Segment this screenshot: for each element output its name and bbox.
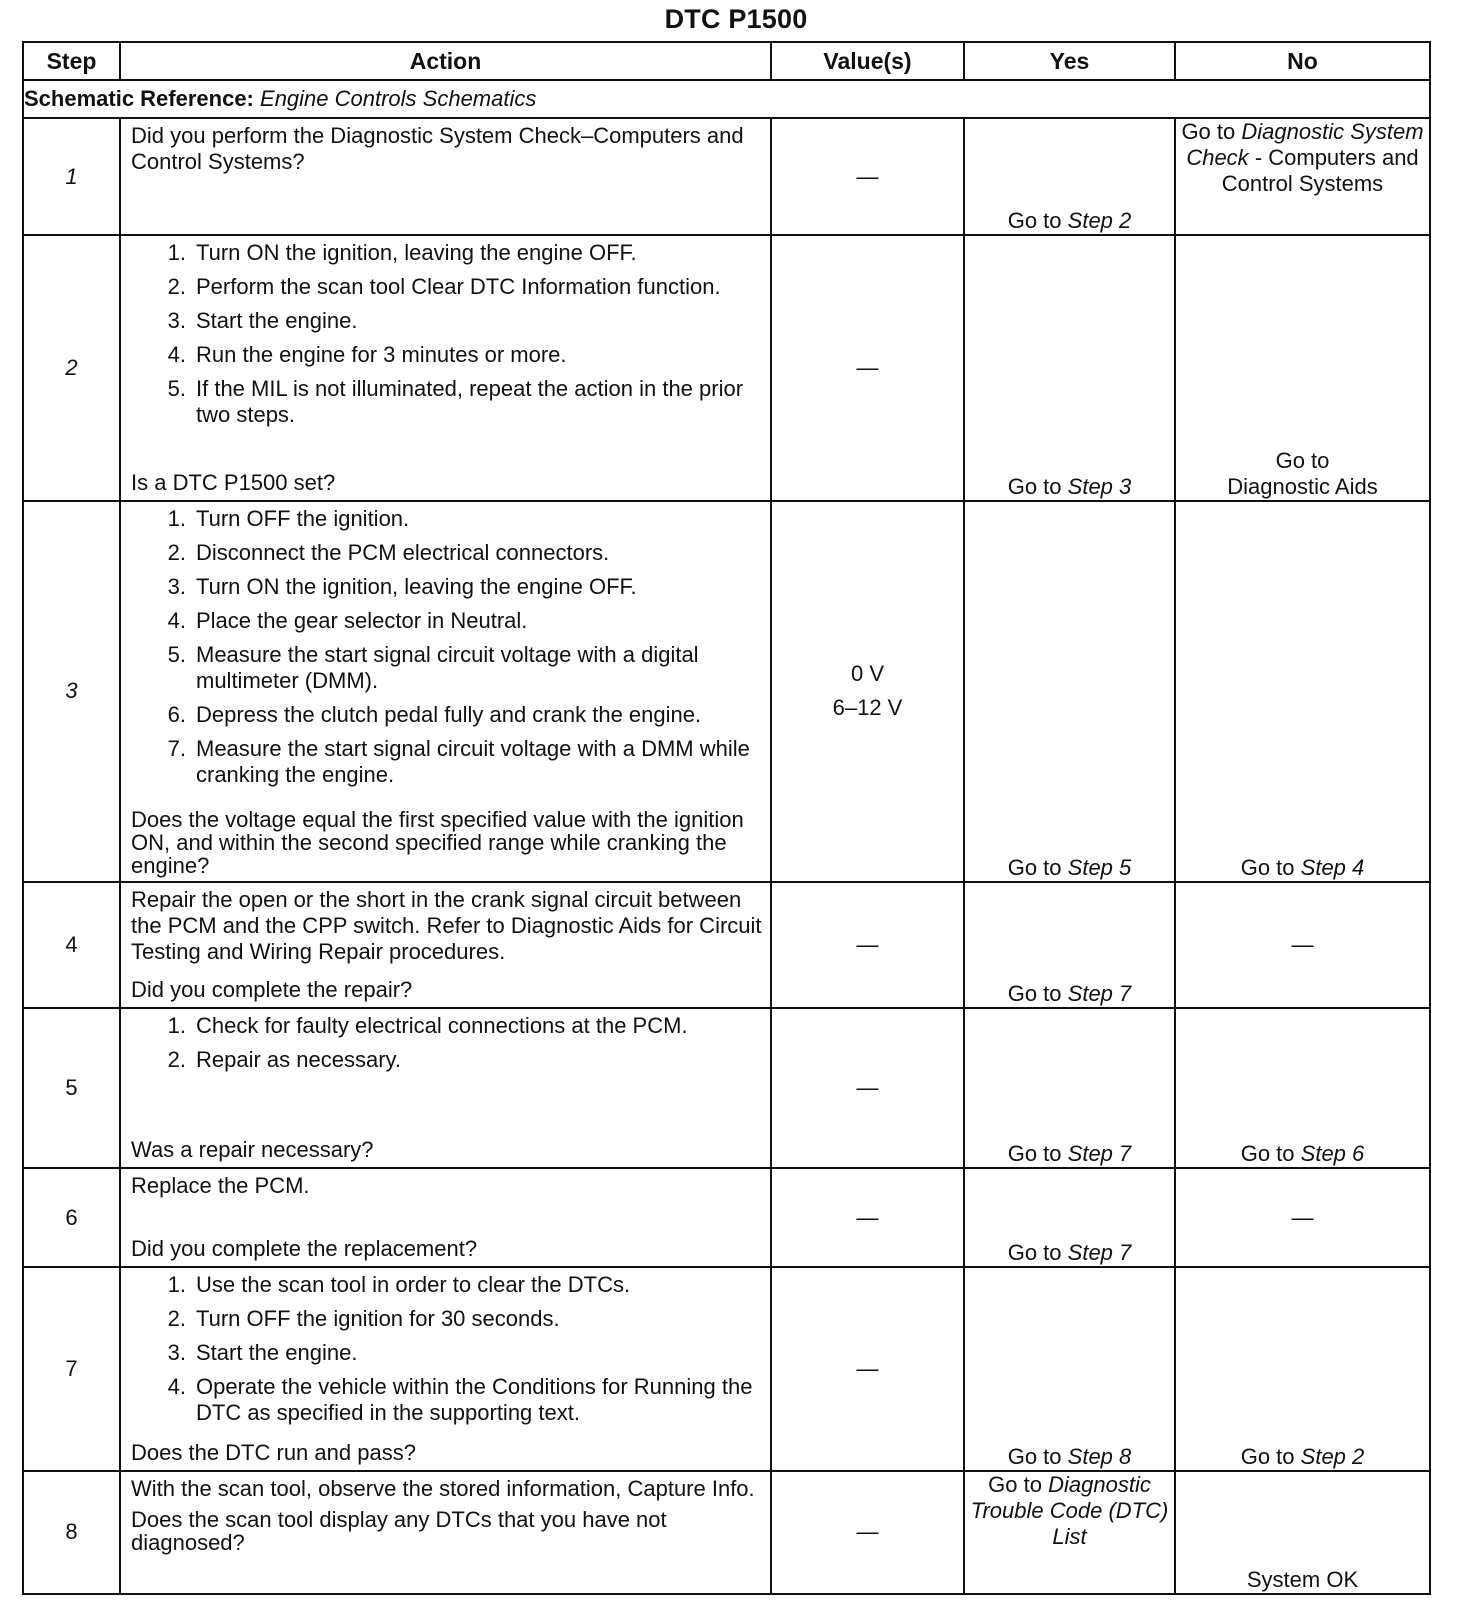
step-number: 7 — [23, 1267, 120, 1471]
value-cell: — — [771, 1168, 964, 1267]
schematic-reference — [23, 80, 1430, 118]
header-no: No — [1175, 42, 1430, 80]
header-step: Step — [23, 42, 120, 80]
action-text: Repair the open or the short in the crank signal circuit between the PCM and the CPP switch. Refer to Diagnostic Aids for Circuit Testing and Wiring Repair procedures. — [131, 887, 762, 965]
action-steps — [131, 1272, 762, 1434]
action-cell — [120, 235, 771, 500]
action-cell — [120, 1267, 771, 1471]
no-cell: System OK — [1175, 1471, 1430, 1594]
diagnostic-table — [22, 41, 1431, 1595]
schematic-link[interactable]: Engine Controls Schematics — [260, 86, 537, 112]
list-item: 7. Measure the start signal circuit voltage with a DMM while cranking the engine. — [167, 735, 750, 787]
list-item: 2. Disconnect the PCM electrical connectors. — [167, 539, 610, 565]
step-number: 2 — [23, 235, 120, 500]
action-question: Did you complete the replacement? — [131, 1235, 478, 1261]
list-item: 2. Repair as necessary. — [167, 1046, 402, 1072]
step-number: 6 — [23, 1168, 120, 1267]
action-cell — [120, 1168, 771, 1267]
action-question: Does the scan tool display any DTCs that you have not diagnosed? — [131, 1506, 667, 1555]
yes-cell[interactable]: Go to Step 8 — [964, 1267, 1175, 1471]
list-item: 1. Use the scan tool in order to clear the DTCs. — [167, 1271, 631, 1297]
action-text: Did you perform the Diagnostic System Check–Computers and Control Systems? — [131, 123, 744, 175]
list-item: 4. Place the gear selector in Neutral. — [167, 607, 528, 633]
no-cell[interactable]: Go to Step 6 — [1175, 1008, 1430, 1168]
value-cell: — — [771, 1471, 964, 1594]
yes-cell[interactable]: Go to Step 3 — [964, 235, 1175, 500]
action-question: Is a DTC P1500 set? — [131, 469, 336, 495]
value-cell: — — [771, 1008, 964, 1168]
header-values: Value(s) — [771, 42, 964, 80]
no-cell: — — [1175, 1168, 1430, 1267]
action-cell — [120, 882, 771, 1007]
list-item: 1. Check for faulty electrical connections at the PCM. — [167, 1012, 688, 1038]
value-cell: — — [771, 235, 964, 500]
step-number: 5 — [23, 1008, 120, 1168]
no-cell: — — [1175, 882, 1430, 1007]
list-item: 1. Turn ON the ignition, leaving the engine OFF. — [167, 240, 637, 266]
action-steps — [131, 1013, 762, 1081]
value-cell: — — [771, 118, 964, 235]
no-cell[interactable]: Go to Diagnostic Aids — [1175, 235, 1430, 500]
schematic-row — [23, 80, 1430, 118]
list-item: 3. Turn ON the ignition, leaving the engine OFF. — [167, 573, 637, 599]
step-number: 3 — [23, 501, 120, 883]
list-item: 1. Turn OFF the ignition. — [167, 505, 410, 531]
list-item: 6. Depress the clutch pedal fully and crank the engine. — [167, 701, 702, 727]
value-ignition-on: 0 V — [850, 661, 885, 687]
table-row — [23, 235, 1430, 500]
action-question: Does the voltage equal the first specified value with the ignition ON, and within the second specified range while cranking the engine? — [131, 807, 744, 879]
action-cell — [120, 118, 771, 235]
action-cell — [120, 1008, 771, 1168]
list-item: 5. If the MIL is not illuminated, repeat the action in the prior two steps. — [167, 376, 744, 428]
list-item: 3. Start the engine. — [167, 1339, 358, 1365]
list-item: 2. Perform the scan tool Clear DTC Information function. — [167, 274, 721, 300]
action-steps — [131, 240, 762, 436]
step-number: 8 — [23, 1471, 120, 1594]
list-item: 4. Run the engine for 3 minutes or more. — [167, 342, 567, 368]
no-cell[interactable]: Go to Step 2 — [1175, 1267, 1430, 1471]
yes-cell[interactable]: Go to Step 2 — [964, 118, 1175, 235]
no-cell[interactable]: Go to Step 4 — [1175, 501, 1430, 883]
table-row — [23, 1471, 1430, 1594]
step-number: 4 — [23, 882, 120, 1007]
action-steps — [131, 506, 762, 796]
page-title: DTC P1500 — [664, 4, 808, 34]
value-cranking: 6–12 V — [832, 695, 903, 721]
schematic-label: Schematic Reference: — [24, 86, 254, 112]
table-row — [23, 1168, 1430, 1267]
table-row — [23, 882, 1430, 1007]
value-cell — [771, 501, 964, 883]
action-text: Replace the PCM. — [131, 1173, 310, 1199]
yes-cell[interactable]: Go to Step 7 — [964, 882, 1175, 1007]
list-item: 3. Start the engine. — [167, 308, 358, 334]
header-yes: Yes — [964, 42, 1175, 80]
action-cell — [120, 1471, 771, 1594]
action-cell — [120, 501, 771, 883]
action-question: Did you complete the repair? — [131, 976, 413, 1002]
table-row — [23, 501, 1430, 883]
yes-cell[interactable]: Go to Step 7 — [964, 1008, 1175, 1168]
action-question: Was a repair necessary? — [131, 1137, 374, 1163]
header-action: Action — [120, 42, 771, 80]
list-item: 4. Operate the vehicle within the Conditions for Running the DTC as specified in the supporting text. — [167, 1373, 753, 1425]
yes-cell[interactable]: Go to Step 5 — [964, 501, 1175, 883]
action-text: With the scan tool, observe the stored information, Capture Info. — [131, 1475, 755, 1501]
header-row — [23, 42, 1430, 80]
list-item: 2. Turn OFF the ignition for 30 seconds. — [167, 1305, 560, 1331]
table-row — [23, 118, 1430, 235]
no-cell[interactable]: Go to Diagnostic System Check - Computers and Control Systems — [1175, 118, 1430, 235]
yes-cell[interactable]: Go to Step 7 — [964, 1168, 1175, 1267]
table-row — [23, 1008, 1430, 1168]
table-row — [23, 1267, 1430, 1471]
step-number: 1 — [23, 118, 120, 235]
yes-cell[interactable]: Go to Diagnostic Trouble Code (DTC) List — [964, 1471, 1175, 1594]
value-cell: — — [771, 1267, 964, 1471]
value-cell: — — [771, 882, 964, 1007]
action-question: Does the DTC run and pass? — [131, 1439, 416, 1465]
list-item: 5. Measure the start signal circuit voltage with a digital multimeter (DMM). — [167, 641, 699, 693]
